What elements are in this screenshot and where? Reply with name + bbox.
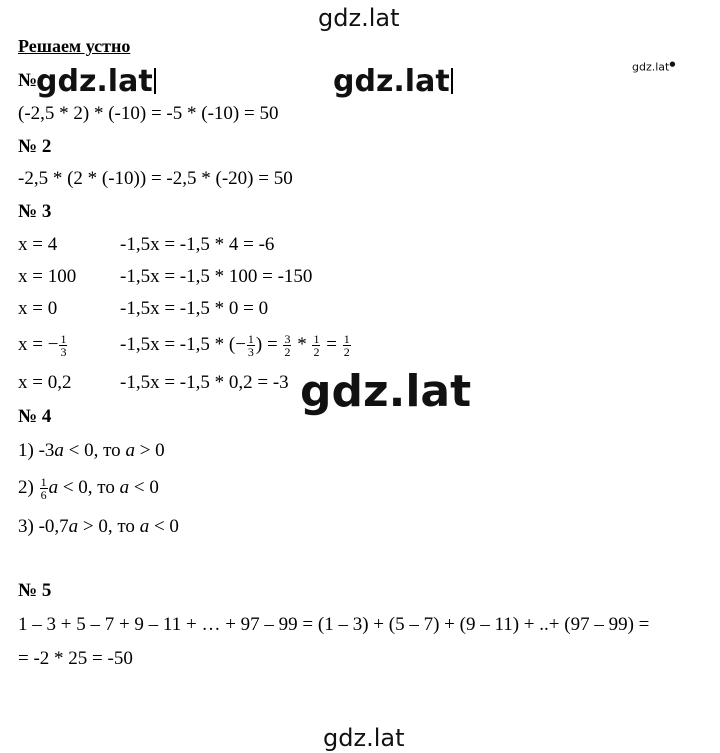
task-4-number: № 4 bbox=[18, 406, 52, 427]
task-1-number: № bbox=[18, 70, 38, 91]
task-5-number: № 5 bbox=[18, 580, 52, 601]
section-title: Решаем устно bbox=[18, 36, 131, 56]
task-2-line: -2,5 * (2 * (-10)) = -2,5 * (-20) = 50 bbox=[18, 168, 293, 189]
task-3-row-2-expr: -1,5x = -1,5 * 100 = -150 bbox=[120, 266, 313, 287]
task-3-row-4-expr: -1,5x = -1,5 * (− $\frac{1}{3}$ ) = $\frac{3}{2}$ * $\frac{1}{2}$ = $\frac{1}{2}$ bbox=[120, 332, 350, 359]
fraction: $\frac{1}{3}$ bbox=[247, 332, 254, 359]
watermark-top: gdz.lat bbox=[318, 4, 400, 32]
fraction: $\frac{3}{2}$ bbox=[284, 332, 291, 359]
task-4-line-3: 3) -0,7a > 0, то a < 0 bbox=[18, 516, 179, 537]
fraction: $\frac{1}{2}$ bbox=[343, 332, 350, 359]
task-3-row-1-x: x = 4 bbox=[18, 234, 58, 255]
watermark-small: gdz.lat● bbox=[632, 60, 676, 74]
watermark-big-3: gdz.lat bbox=[300, 366, 472, 417]
task-4-line-1: 1) -3a < 0, то a > 0 bbox=[18, 440, 165, 461]
task-5-line-1: 1 – 3 + 5 – 7 + 9 – 11 + … + 97 – 99 = (1 – 3) + (5 – 7) + (9 – 11) + ..+ (97 – 99) = bbox=[18, 614, 650, 635]
task-3-row-2-x: x = 100 bbox=[18, 266, 77, 287]
task-1-line: (-2,5 * 2) * (-10) = -5 * (-10) = 50 bbox=[18, 103, 279, 124]
task-3-number: № 3 bbox=[18, 201, 52, 222]
watermark-big-2: gdz.lat bbox=[333, 64, 453, 99]
task-2-number: № 2 bbox=[18, 136, 52, 157]
watermark-big-1: gdz.lat bbox=[36, 64, 156, 99]
fraction: $\frac{1}{3}$ bbox=[60, 332, 67, 359]
task-3-row-4-x: x = − $\frac{1}{3}$ bbox=[18, 332, 67, 359]
task-4-line-2: 2) $\frac{1}{6}$ a < 0, то a < 0 bbox=[18, 475, 159, 502]
task-3-row-3-x: x = 0 bbox=[18, 298, 58, 319]
task-3-row-3-expr: -1,5x = -1,5 * 0 = 0 bbox=[120, 298, 269, 319]
task-5-line-2: = -2 * 25 = -50 bbox=[18, 648, 133, 669]
fraction: $\frac{1}{6}$ bbox=[40, 475, 47, 502]
task-3-row-5-x: x = 0,2 bbox=[18, 372, 72, 393]
task-3-row-1-expr: -1,5x = -1,5 * 4 = -6 bbox=[120, 234, 275, 255]
fraction: $\frac{1}{2}$ bbox=[313, 332, 320, 359]
task-3-row-5-expr: -1,5x = -1,5 * 0,2 = -3 bbox=[120, 372, 289, 393]
watermark-bottom: gdz.lat bbox=[323, 724, 405, 752]
